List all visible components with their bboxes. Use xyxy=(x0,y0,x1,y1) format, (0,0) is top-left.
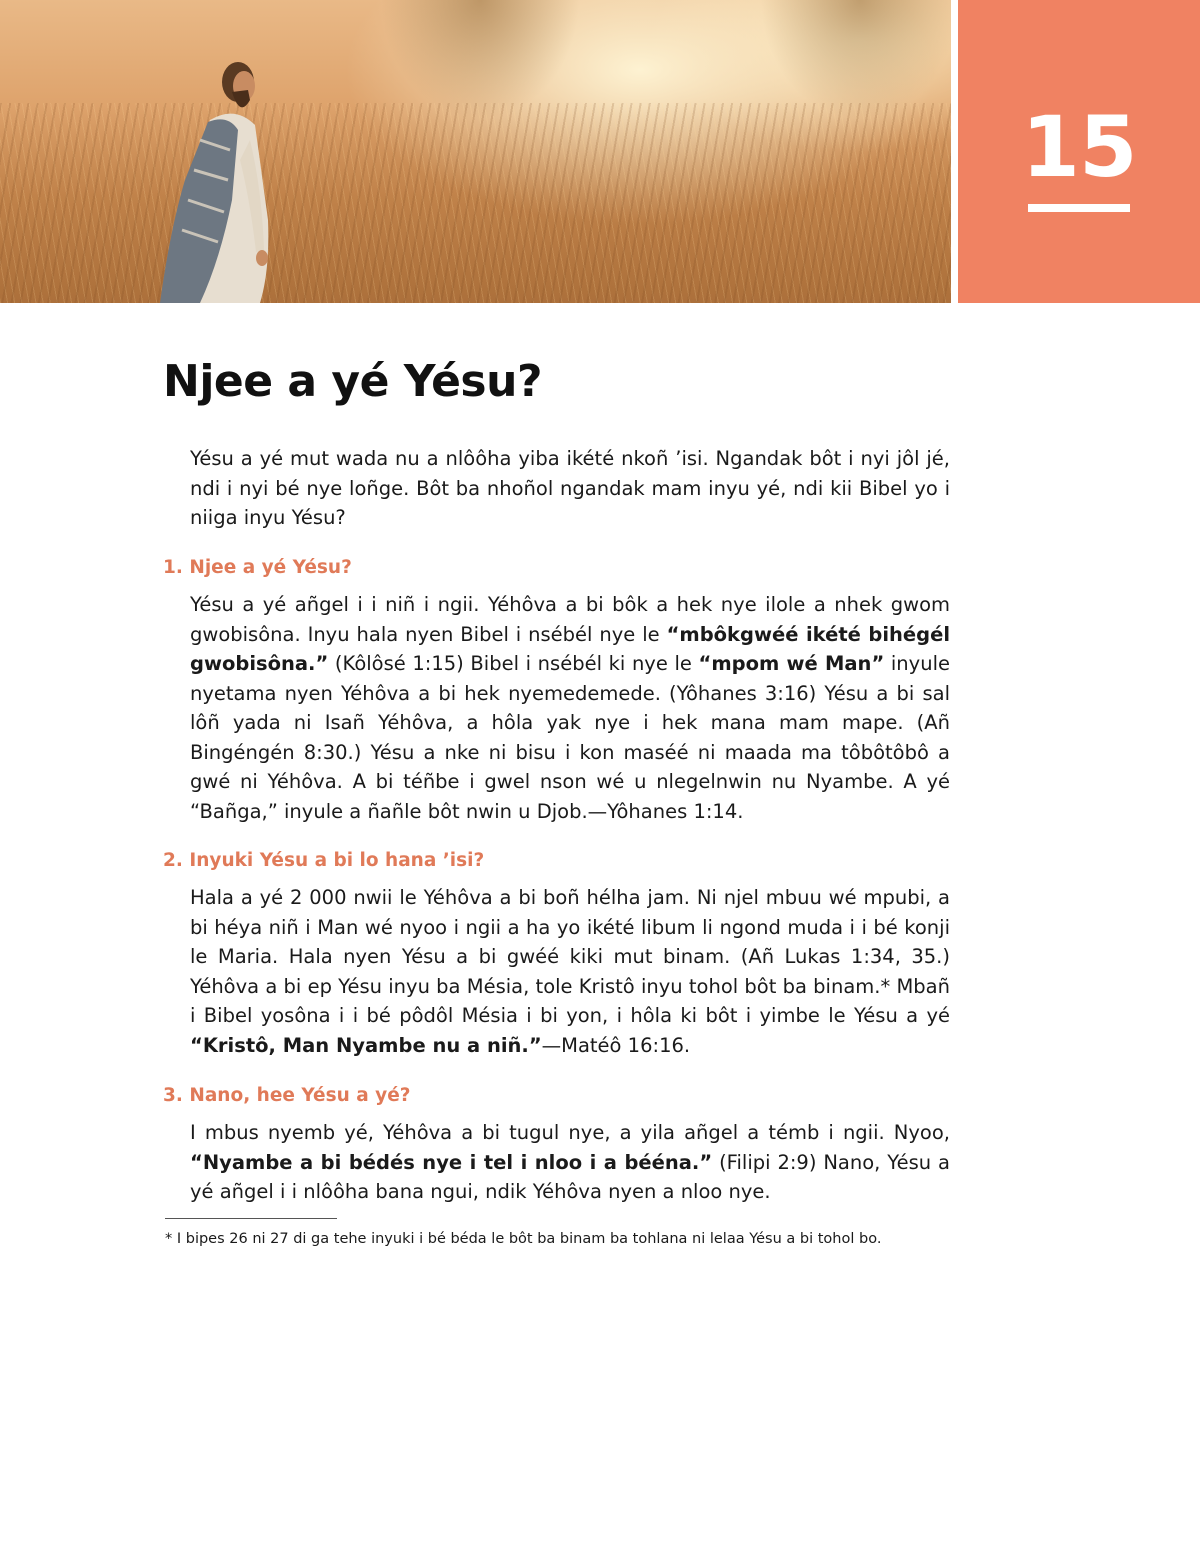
section-heading: 2. Inyuki Yésu a bi lo hana ’isi? xyxy=(163,850,485,871)
section-paragraph: Hala a yé 2 000 nwii le Yéhôva a bi boñ hélha jam. Ni njel mbuu wé mpubi, a bi héya niñ i Man wé nyoo i ngii a ha yo ikété libum li ngond muda i i bé konji le Maria. Hala nyen Yésu a bi gwéé kiki mut binam. (Añ Lukas 1:34, 35.) Yéhôva a bi ep Yésu inyu ba Mésia, tole Kristô inyu tohol bôt ba binam.* Mbañ i Bibel yosôna i i bé pôdôl Mésia i bi yon, i hôla ki bôt i yimbe le Yésu a yé “Kristô, Man Nyambe nu a niñ.”—Matéô 16:16. xyxy=(190,886,950,1057)
chapter-block xyxy=(958,0,1200,303)
bold-quote: “mbôkgwéé ikété bihégél gwobisôna.” xyxy=(190,622,950,675)
page-title: Njee a yé Yésu? xyxy=(163,356,542,407)
tree-silhouette xyxy=(380,0,580,120)
chapter-underline xyxy=(1028,204,1130,212)
section-heading: 1. Njee a yé Yésu? xyxy=(163,557,352,578)
chapter-number: 15 xyxy=(1021,98,1137,196)
jesus-walking-figure xyxy=(140,30,290,303)
bold-quote: “Kristô, Man Nyambe nu a niñ.” xyxy=(190,1033,542,1057)
intro-paragraph: Yésu a yé mut wada nu a nlôôha yiba ikété nkoñ ’isi. Ngandak bôt i nyi jôl jé, ndi i nyi bé nye loñge. Bôt ba nhoñol ngandak mam inyu yé, ndi kii Bibel yo i niiga inyu Yésu? xyxy=(190,447,950,529)
bold-quote: “mpom wé Man” xyxy=(698,652,885,675)
hero-photo xyxy=(0,0,951,303)
section-paragraph: I mbus nyemb yé, Yéhôva a bi tugul nye, a yila añgel a témb i ngii. Nyoo, “Nyambe a bi bédés nye i tel i nloo i a bééna.” (Filipi 2:9) Nano, Yésu a yé añgel i i nlôôha bana ngui, ndik Yéhôva nyen a nloo nye. xyxy=(190,1121,950,1203)
section-paragraph: Yésu a yé añgel i i niñ i ngii. Yéhôva a bi bôk a hek nye ilole a nhek gwom gwobisôna. Inyu hala nyen Bibel i nsébél nye le “mbôkgwéé ikété bihégél gwobisôna.” (Kôlôsé 1:15) Bibel i nsébél ki nye le “mpom wé Man” inyule nyetama nyen Yéhôva a bi hek nyemedemede. (Yôhanes 3:16) Yésu a bi sal lôñ yada ni Isañ Yéhôva, a hôla yak nye i hek mana mam mape. (Añ Bingéngén 8:30.) Yésu a nke ni bisu i kon maséé ni maada ma tôbôtôbô a gwé ni Yéhôva. A bi téñbe i gwel nson wé u nlegelnwin nu Nyambe. A yé “Bañga,” inyule a ñañle bôt nwin u Djob.—Yôhanes 1:14. xyxy=(190,593,950,823)
footnote: * I bipes 26 ni 27 di ga tehe inyuki i bé béda le bôt ba binam ba tohlana ni lelaa Yésu a bi tohol bo. xyxy=(165,1231,882,1247)
footnote-rule xyxy=(165,1218,337,1219)
section-heading: 3. Nano, hee Yésu a yé? xyxy=(163,1085,411,1106)
bold-quote: “Nyambe a bi bédés nye i tel i nloo i a bééna.” xyxy=(190,1150,713,1174)
tree-silhouette xyxy=(760,0,951,120)
